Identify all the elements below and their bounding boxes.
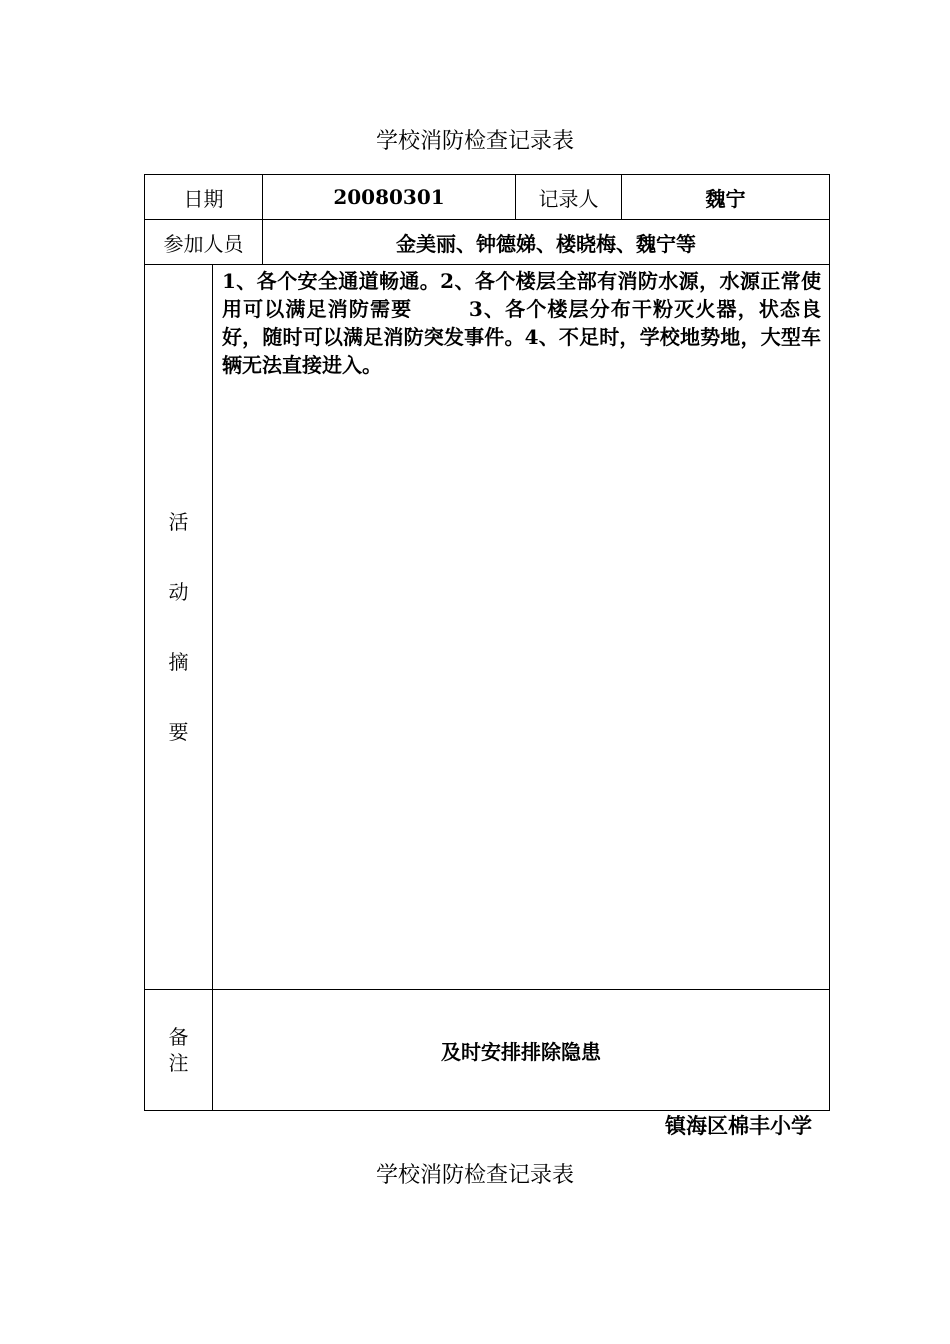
school-name: 镇海区棉丰小学	[665, 1113, 812, 1138]
summary-label-char: 摘	[168, 650, 189, 674]
remark-label	[145, 990, 213, 1111]
page-title: 学校消防检查记录表	[375, 129, 574, 154]
participants-value: 金美丽、钟德娣、楼晓梅、魏宁等	[263, 220, 830, 265]
date-value: 20080301	[263, 175, 516, 220]
remark-label-char: 备	[168, 1025, 189, 1049]
remark-label-char: 注	[168, 1051, 189, 1075]
summary-row	[145, 265, 830, 990]
recorder-label: 记录人	[516, 175, 622, 220]
summary-label-char: 动	[168, 580, 189, 604]
summary-label	[145, 265, 213, 990]
participants-label: 参加人员	[145, 220, 263, 265]
remark-row	[145, 990, 830, 1111]
page-title-repeat: 学校消防检查记录表	[375, 1163, 574, 1188]
summary-cell	[213, 265, 830, 990]
participants-row	[145, 220, 830, 265]
recorder-value: 魏宁	[622, 175, 830, 220]
date-label: 日期	[145, 175, 263, 220]
summary-label-char: 活	[168, 510, 189, 534]
summary-text: 1、各个安全通道畅通。2、各个楼层全部有消防水源，水源正常使用可以满足消防需要 3、各个楼层分布干粉灭火器，状态良好，随时可以满足消防突发事件。4、不足时，学校地势地，大型车辆无法直接进入。	[222, 269, 821, 377]
summary-label-char: 要	[168, 720, 189, 744]
remark-value: 及时安排排除隐患	[213, 990, 830, 1111]
date-row	[145, 175, 830, 220]
inspection-form-table	[144, 174, 830, 1111]
